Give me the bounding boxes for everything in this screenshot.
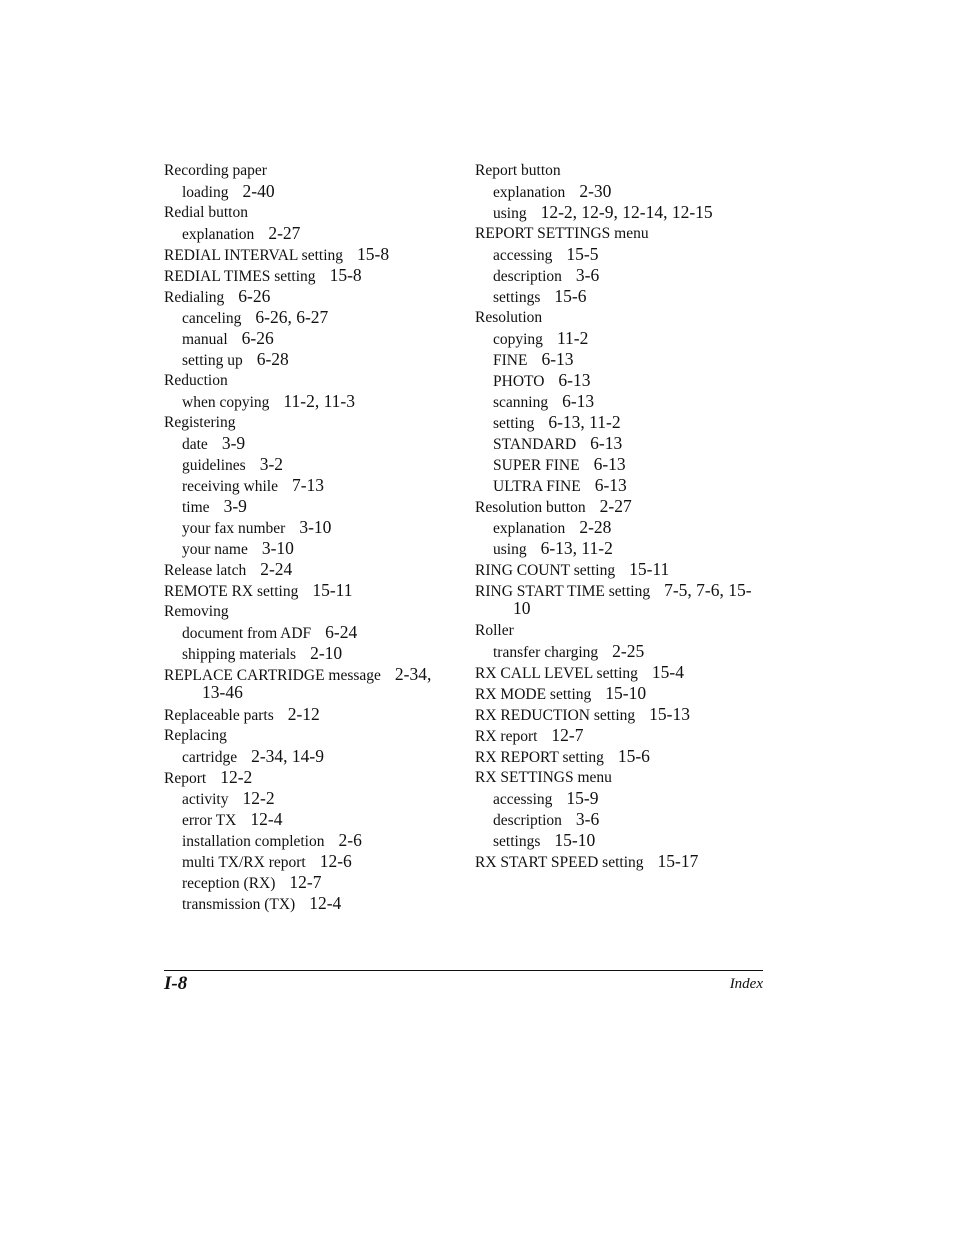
index-term: description — [493, 812, 562, 829]
index-term: settings — [493, 289, 541, 306]
index-subentry — [164, 872, 464, 893]
index-subentry — [164, 851, 464, 872]
index-subentry — [164, 433, 464, 454]
index-entry — [475, 704, 767, 725]
index-term: time — [182, 499, 210, 516]
index-page-refs: 12-7 — [551, 725, 584, 745]
index-page-refs: 2-27 — [599, 496, 632, 516]
index-term: Release latch — [164, 562, 247, 579]
index-entry — [475, 851, 767, 872]
index-term: REDIAL TIMES setting — [164, 268, 316, 285]
index-entry — [475, 223, 767, 244]
index-subentry — [164, 622, 464, 643]
index-entry — [475, 160, 767, 181]
index-term: Replaceable parts — [164, 707, 274, 724]
index-subentry — [164, 893, 464, 914]
index-term: ULTRA FINE — [493, 478, 581, 495]
index-page-refs: 2-10 — [310, 643, 343, 663]
index-entry — [164, 244, 464, 265]
index-page-refs: 15-17 — [657, 851, 699, 871]
index-term: using — [493, 205, 527, 222]
index-entry — [164, 664, 464, 704]
index-subentry — [164, 181, 464, 202]
index-entry — [475, 683, 767, 704]
index-term: multi TX/RX report — [182, 854, 306, 871]
index-page-refs: 15-6 — [617, 746, 650, 766]
index-subentry — [164, 496, 464, 517]
index-subentry — [164, 788, 464, 809]
index-subentry — [475, 181, 767, 202]
index-page-refs: 6-13 — [590, 433, 623, 453]
index-page-refs: 2-28 — [579, 517, 612, 537]
index-page-refs: 3-9 — [223, 496, 247, 516]
index-page-refs: 6-26 — [238, 286, 271, 306]
index-entry — [164, 601, 464, 622]
index-term: guidelines — [182, 457, 246, 474]
index-term: Registering — [164, 414, 236, 431]
index-term: activity — [182, 791, 229, 808]
index-term: setting — [493, 415, 535, 432]
index-term: settings — [493, 833, 541, 850]
index-term: your fax number — [182, 520, 286, 537]
index-page-refs: 6-13, 11-2 — [548, 412, 621, 432]
index-page-refs: 12-7 — [289, 872, 322, 892]
index-subentry — [164, 830, 464, 851]
index-page-refs-continued: 13-46 — [202, 682, 243, 702]
index-entry — [475, 746, 767, 767]
index-subentry — [475, 265, 767, 286]
index-page-refs: 7-5, 7-6, 15- — [664, 580, 752, 600]
index-page-refs: 2-30 — [579, 181, 612, 201]
index-term: Reduction — [164, 372, 228, 389]
index-page-refs: 2-27 — [268, 223, 301, 243]
index-page-refs: 6-13 — [541, 349, 574, 369]
index-subentry — [164, 454, 464, 475]
footer-rule — [164, 970, 763, 971]
index-entry — [164, 559, 464, 580]
index-entry — [164, 265, 464, 286]
index-page-refs: 11-2, 11-3 — [283, 391, 355, 411]
index-page-refs: 6-13, 11-2 — [540, 538, 613, 558]
index-page-refs: 11-2 — [556, 328, 589, 348]
index-page-refs: 6-26, 6-27 — [255, 307, 329, 327]
index-column-right — [475, 160, 767, 872]
index-page-refs: 2-34, 14-9 — [251, 746, 324, 766]
index-subentry — [164, 349, 464, 370]
index-page-refs: 12-6 — [319, 851, 352, 871]
index-subentry — [164, 307, 464, 328]
index-subentry — [475, 517, 767, 538]
index-term: Report button — [475, 162, 561, 179]
index-entry — [164, 412, 464, 433]
index-page-refs: 12-4 — [309, 893, 342, 913]
page-number: I-8 — [164, 973, 188, 994]
index-page-refs: 2-6 — [338, 830, 362, 850]
index-page-refs: 6-26 — [241, 328, 274, 348]
index-entry — [475, 580, 767, 620]
index-page-refs: 12-2 — [242, 788, 275, 808]
index-subentry — [475, 454, 767, 475]
index-term: STANDARD — [493, 436, 577, 453]
index-term: when copying — [182, 394, 270, 411]
index-term: description — [493, 268, 562, 285]
index-page-refs: 3-10 — [261, 538, 294, 558]
index-page-refs: 2-24 — [260, 559, 293, 579]
index-subentry — [164, 328, 464, 349]
index-term: loading — [182, 184, 229, 201]
index-term: REPORT SETTINGS menu — [475, 225, 649, 242]
index-subentry — [475, 412, 767, 433]
index-term: RX CALL LEVEL setting — [475, 665, 638, 682]
index-subentry — [475, 202, 767, 223]
index-term: RING COUNT setting — [475, 562, 616, 579]
index-page-refs: 6-13 — [593, 454, 626, 474]
index-term: RX REDUCTION setting — [475, 707, 636, 724]
index-page-refs: 12-4 — [250, 809, 283, 829]
index-term: RX REPORT setting — [475, 749, 604, 766]
index-page-refs: 15-8 — [329, 265, 362, 285]
index-page-refs: 6-28 — [256, 349, 289, 369]
index-entry — [164, 704, 464, 725]
index-page-refs: 12-2, 12-9, 12-14, 12-15 — [540, 202, 713, 222]
index-page-refs: 3-2 — [259, 454, 284, 474]
index-page-refs: 6-13 — [562, 391, 595, 411]
index-subentry — [164, 223, 464, 244]
index-page-refs: 2-12 — [287, 704, 320, 724]
index-page-refs: 2-25 — [612, 641, 645, 661]
index-subentry — [164, 538, 464, 559]
index-page-refs: 15-11 — [312, 580, 353, 600]
index-subentry — [164, 475, 464, 496]
index-entry — [475, 620, 767, 641]
index-page-refs: 15-11 — [629, 559, 670, 579]
index-entry — [164, 370, 464, 391]
index-subentry — [475, 349, 767, 370]
index-term: explanation — [493, 520, 566, 537]
index-term: REDIAL INTERVAL setting — [164, 247, 343, 264]
index-page-refs: 15-5 — [566, 244, 599, 264]
index-subentry — [475, 641, 767, 662]
index-page-refs: 15-13 — [649, 704, 690, 724]
index-page-refs: 15-6 — [554, 286, 587, 306]
index-term: cartridge — [182, 749, 238, 766]
index-term: RX START SPEED setting — [475, 854, 644, 871]
index-subentry — [475, 809, 767, 830]
index-entry — [164, 286, 464, 307]
index-subentry — [475, 391, 767, 412]
index-term: Roller — [475, 622, 514, 639]
index-entry — [475, 662, 767, 683]
index-term: RX SETTINGS menu — [475, 769, 612, 786]
index-page-refs: 3-9 — [221, 433, 246, 453]
index-page-refs: 3-6 — [575, 809, 600, 829]
index-term: REPLACE CARTRIDGE message — [164, 667, 381, 684]
index-subentry — [475, 538, 767, 559]
index-term: RING START TIME setting — [475, 583, 651, 600]
index-term: RX MODE setting — [475, 686, 592, 703]
index-term: REMOTE RX setting — [164, 583, 299, 600]
index-page-refs: 15-10 — [605, 683, 647, 703]
index-term: PHOTO — [493, 373, 545, 390]
index-page-refs: 2-34, — [394, 664, 432, 684]
index-term: receiving while — [182, 478, 278, 495]
index-term: manual — [182, 331, 228, 348]
index-subentry — [475, 788, 767, 809]
index-page-refs: 15-9 — [566, 788, 599, 808]
index-term: accessing — [493, 247, 553, 264]
index-page-refs: 15-8 — [357, 244, 390, 264]
index-term: error TX — [182, 812, 237, 829]
index-subentry — [164, 643, 464, 664]
index-entry — [475, 559, 767, 580]
index-entry — [164, 160, 464, 181]
index-term: scanning — [493, 394, 549, 411]
index-subentry — [475, 830, 767, 851]
index-page-refs: 6-24 — [325, 622, 358, 642]
index-subentry — [164, 391, 464, 412]
index-term: your name — [182, 541, 248, 558]
index-subentry — [164, 746, 464, 767]
index-term: copying — [493, 331, 543, 348]
index-subentry — [475, 244, 767, 265]
index-term: Replacing — [164, 727, 227, 744]
index-subentry — [475, 328, 767, 349]
index-entry — [164, 725, 464, 746]
index-term: using — [493, 541, 527, 558]
index-column-left — [164, 160, 464, 914]
index-subentry — [475, 370, 767, 391]
index-term: canceling — [182, 310, 242, 327]
index-page-refs: 3-10 — [299, 517, 332, 537]
index-term: Recording paper — [164, 162, 267, 179]
index-term: accessing — [493, 791, 553, 808]
index-entry — [475, 767, 767, 788]
index-page-refs: 12-2 — [220, 767, 253, 787]
running-title: Index — [729, 976, 763, 992]
index-subentry — [164, 517, 464, 538]
index-entry — [164, 767, 464, 788]
index-page-refs: 6-13 — [594, 475, 627, 495]
index-term: Report — [164, 770, 207, 787]
index-term: explanation — [182, 226, 255, 243]
index-page-refs: 2-40 — [242, 181, 275, 201]
index-term: date — [182, 436, 208, 453]
index-term: reception (RX) — [182, 875, 276, 892]
index-subentry — [475, 286, 767, 307]
index-term: Resolution — [475, 309, 543, 326]
index-term: document from ADF — [182, 625, 312, 642]
index-page-refs: 15-10 — [554, 830, 596, 850]
index-page-refs: 7-13 — [291, 475, 325, 495]
index-term: setting up — [182, 352, 243, 369]
index-subentry — [475, 433, 767, 454]
index-subentry — [164, 809, 464, 830]
index-term: installation completion — [182, 833, 325, 850]
index-subentry — [475, 475, 767, 496]
index-entry — [475, 307, 767, 328]
index-term: transmission (TX) — [182, 896, 296, 913]
index-term: Redialing — [164, 289, 225, 306]
index-term: SUPER FINE — [493, 457, 580, 474]
index-term: explanation — [493, 184, 566, 201]
index-term: Removing — [164, 603, 229, 620]
index-page-refs: 6-13 — [558, 370, 591, 390]
index-term: RX report — [475, 728, 538, 745]
index-entry — [475, 496, 767, 517]
index-entry — [475, 725, 767, 746]
index-entry — [164, 202, 464, 223]
index-term: Redial button — [164, 204, 248, 221]
index-term: transfer charging — [493, 644, 599, 661]
index-term: Resolution button — [475, 499, 586, 516]
index-entry — [164, 580, 464, 601]
index-page-refs: 15-4 — [651, 662, 684, 682]
index-page-refs: 3-6 — [575, 265, 600, 285]
index-term: FINE — [493, 352, 528, 369]
index-term: shipping materials — [182, 646, 297, 663]
index-page-refs-continued: 10 — [513, 598, 531, 618]
